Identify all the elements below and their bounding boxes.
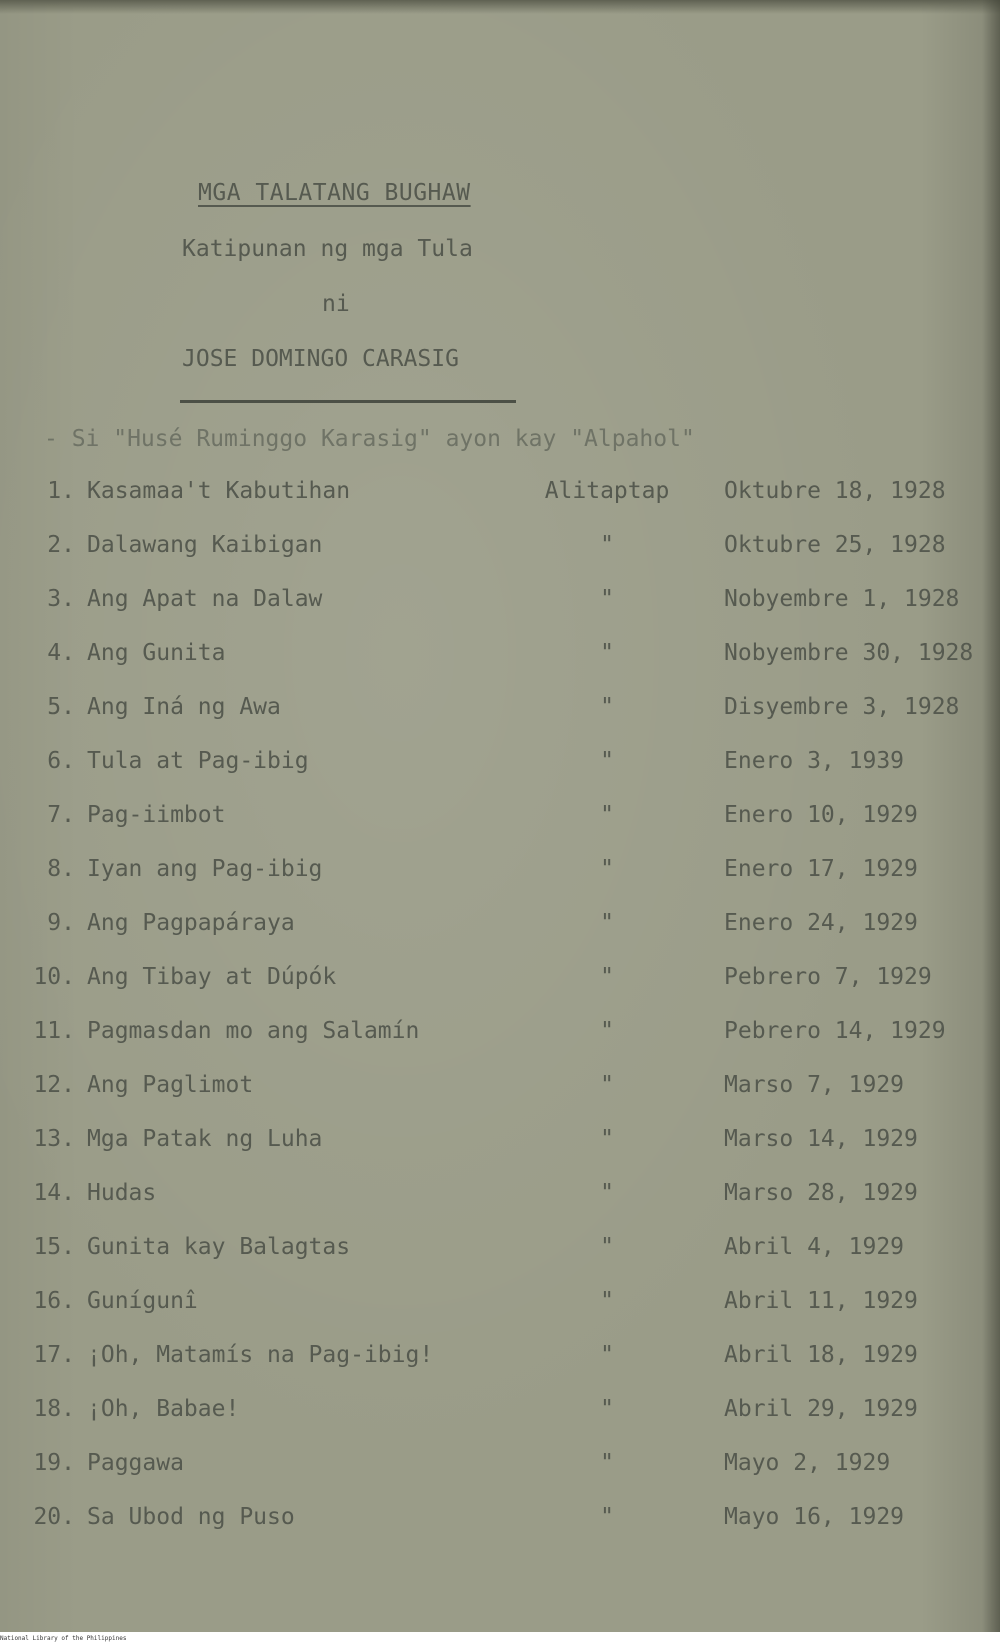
poem-number: 12. bbox=[33, 1072, 75, 1098]
poem-number: 19. bbox=[33, 1450, 75, 1476]
poem-date: Abril 4, 1929 bbox=[724, 1234, 905, 1260]
poem-date: Nobyembre 30, 1928 bbox=[724, 640, 974, 666]
archive-credit: National Library of the Philippines bbox=[0, 1635, 127, 1642]
byline-word: ni bbox=[322, 291, 350, 317]
poem-number: 10. bbox=[33, 964, 75, 990]
poem-source: " bbox=[600, 1018, 614, 1044]
poem-number: 11. bbox=[33, 1018, 75, 1044]
poem-number: 5. bbox=[47, 694, 75, 720]
list-item bbox=[0, 1504, 1000, 1558]
poem-number: 4. bbox=[47, 640, 75, 666]
list-item bbox=[0, 478, 1000, 532]
poem-number: 8. bbox=[47, 856, 75, 882]
poem-date: Marso 28, 1929 bbox=[724, 1180, 918, 1206]
poem-title: Ang Apat na Dalaw bbox=[87, 586, 323, 612]
poem-date: Abril 18, 1929 bbox=[724, 1342, 918, 1368]
poem-number: 13. bbox=[33, 1126, 75, 1152]
poem-source: Alitaptap bbox=[544, 478, 670, 504]
poem-date: Oktubre 25, 1928 bbox=[724, 532, 946, 558]
collection-title: MGA TALATANG BUGHAW bbox=[198, 180, 471, 206]
poem-source: " bbox=[600, 1288, 614, 1314]
list-item bbox=[0, 532, 1000, 586]
poem-source: " bbox=[600, 802, 614, 828]
title-divider bbox=[180, 400, 516, 403]
poem-date: Marso 14, 1929 bbox=[724, 1126, 918, 1152]
poem-title: Mga Patak ng Luha bbox=[87, 1126, 323, 1152]
poem-date: Oktubre 18, 1928 bbox=[724, 478, 946, 504]
poem-date: Enero 10, 1929 bbox=[724, 802, 918, 828]
poem-date: Mayo 16, 1929 bbox=[724, 1504, 905, 1530]
poem-title: Ang Iná ng Awa bbox=[87, 694, 281, 720]
poem-date: Enero 24, 1929 bbox=[724, 910, 918, 936]
poem-title: Gunita kay Balagtas bbox=[87, 1234, 351, 1260]
poem-number: 20. bbox=[33, 1504, 75, 1530]
poem-source: " bbox=[600, 1126, 614, 1152]
poem-number: 7. bbox=[47, 802, 75, 828]
list-item bbox=[0, 1126, 1000, 1180]
list-item bbox=[0, 1288, 1000, 1342]
poem-source: " bbox=[600, 1396, 614, 1422]
poem-number: 18. bbox=[33, 1396, 75, 1422]
collection-subtitle: Katipunan ng mga Tula bbox=[182, 236, 473, 262]
poem-source: " bbox=[600, 1234, 614, 1260]
list-item bbox=[0, 694, 1000, 748]
poem-source: " bbox=[600, 1450, 614, 1476]
poem-title: Kasamaa't Kabutihan bbox=[87, 478, 351, 504]
poem-date: Disyembre 3, 1928 bbox=[724, 694, 960, 720]
list-item bbox=[0, 1450, 1000, 1504]
poem-title: Pagmasdan mo ang Salamín bbox=[87, 1018, 420, 1044]
poem-source: " bbox=[600, 586, 614, 612]
poem-title: ¡Oh, Babae! bbox=[87, 1396, 240, 1422]
list-item bbox=[0, 802, 1000, 856]
poem-date: Abril 11, 1929 bbox=[724, 1288, 918, 1314]
poem-title: Ang Pagpapáraya bbox=[87, 910, 295, 936]
list-item bbox=[0, 640, 1000, 694]
poem-title: Pag-iimbot bbox=[87, 802, 226, 828]
pseudonym-note: - Si "Husé Ruminggo Karasig" ayon kay "Alpahol" bbox=[44, 426, 695, 452]
list-item bbox=[0, 1180, 1000, 1234]
poem-title: Ang Tibay at Dúpók bbox=[87, 964, 337, 990]
list-item bbox=[0, 910, 1000, 964]
poem-source: " bbox=[600, 964, 614, 990]
poem-source: " bbox=[600, 532, 614, 558]
poem-source: " bbox=[600, 1180, 614, 1206]
poem-number: 15. bbox=[33, 1234, 75, 1260]
poem-title: Dalawang Kaibigan bbox=[87, 532, 323, 558]
poem-title: Ang Gunita bbox=[87, 640, 226, 666]
poem-source: " bbox=[600, 640, 614, 666]
poem-title: Tula at Pag-ibig bbox=[87, 748, 309, 774]
poem-title: Sa Ubod ng Puso bbox=[87, 1504, 295, 1530]
poem-number: 2. bbox=[47, 532, 75, 558]
poem-date: Enero 3, 1939 bbox=[724, 748, 905, 774]
list-item bbox=[0, 1342, 1000, 1396]
poem-list bbox=[0, 478, 1000, 1558]
poem-source: " bbox=[600, 1072, 614, 1098]
poem-source: " bbox=[600, 1504, 614, 1530]
poem-source: " bbox=[600, 910, 614, 936]
poem-source: " bbox=[600, 1342, 614, 1368]
poem-date: Pebrero 7, 1929 bbox=[724, 964, 932, 990]
poem-title: ¡Oh, Matamís na Pag-ibig! bbox=[87, 1342, 434, 1368]
poem-number: 14. bbox=[33, 1180, 75, 1206]
list-item bbox=[0, 1018, 1000, 1072]
poem-number: 3. bbox=[47, 586, 75, 612]
poem-number: 16. bbox=[33, 1288, 75, 1314]
poem-date: Marso 7, 1929 bbox=[724, 1072, 905, 1098]
poem-date: Enero 17, 1929 bbox=[724, 856, 918, 882]
poem-number: 6. bbox=[47, 748, 75, 774]
list-item bbox=[0, 748, 1000, 802]
list-item bbox=[0, 1072, 1000, 1126]
poem-date: Abril 29, 1929 bbox=[724, 1396, 918, 1422]
poem-source: " bbox=[600, 856, 614, 882]
poem-source: " bbox=[600, 748, 614, 774]
poem-number: 17. bbox=[33, 1342, 75, 1368]
page-top-edge bbox=[0, 0, 1000, 14]
poem-number: 1. bbox=[47, 478, 75, 504]
author-name: JOSE DOMINGO CARASIG bbox=[182, 346, 459, 372]
poem-title: Iyan ang Pag-ibig bbox=[87, 856, 323, 882]
list-item bbox=[0, 1396, 1000, 1450]
poem-title: Ang Paglimot bbox=[87, 1072, 254, 1098]
list-item bbox=[0, 856, 1000, 910]
poem-number: 9. bbox=[47, 910, 75, 936]
poem-title: Paggawa bbox=[87, 1450, 184, 1476]
list-item bbox=[0, 964, 1000, 1018]
poem-title: Hudas bbox=[87, 1180, 157, 1206]
poem-date: Mayo 2, 1929 bbox=[724, 1450, 891, 1476]
list-item bbox=[0, 1234, 1000, 1288]
list-item bbox=[0, 586, 1000, 640]
poem-source: " bbox=[600, 694, 614, 720]
poem-date: Pebrero 14, 1929 bbox=[724, 1018, 946, 1044]
poem-title: Gunígunî bbox=[87, 1288, 198, 1314]
poem-date: Nobyembre 1, 1928 bbox=[724, 586, 960, 612]
